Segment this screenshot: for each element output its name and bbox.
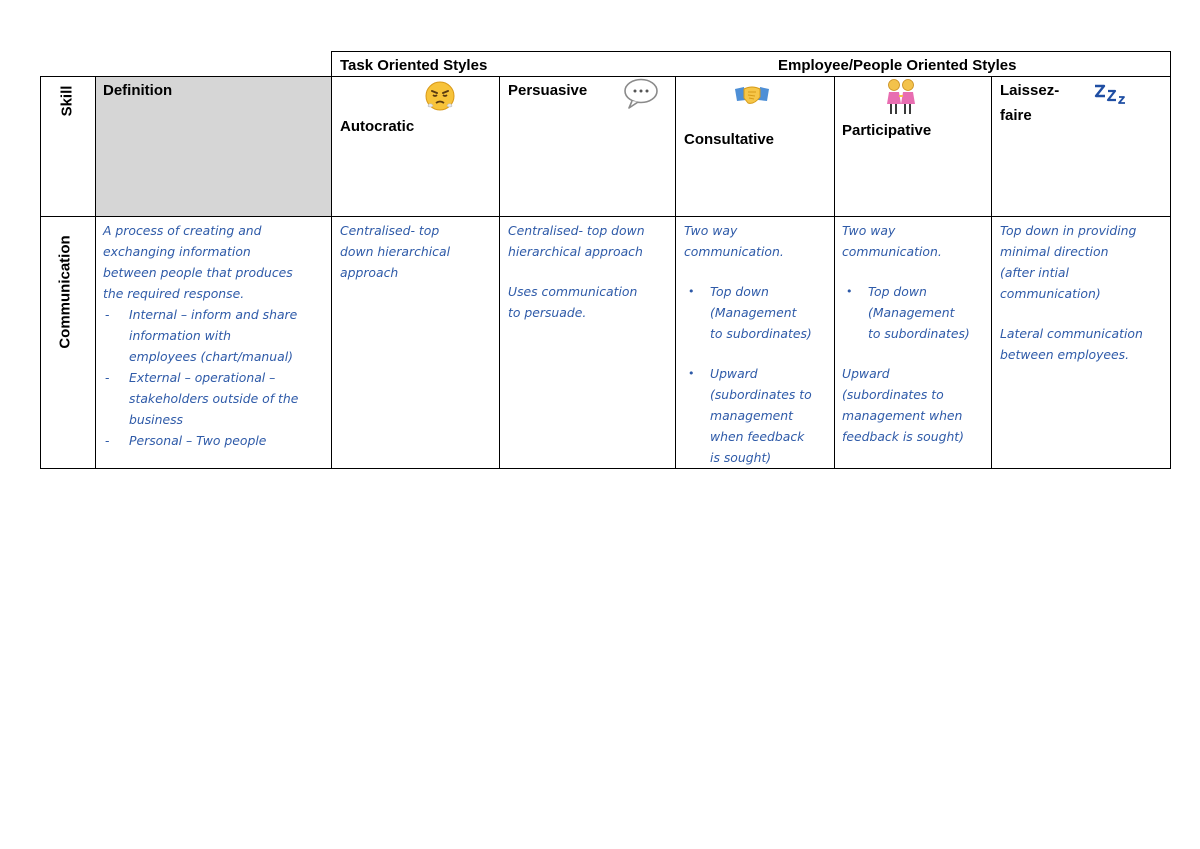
consultative-header: Consultative [684, 131, 775, 148]
list-item: - Internal – inform and share information with employees (chart/manual) [105, 307, 298, 364]
definition-header: Definition [103, 82, 173, 99]
autocratic-header: Autocratic [340, 118, 415, 135]
laissez-faire-cell: Top down in providing minimal direction (after intial communication) Lateral communication between employees. [1000, 223, 1143, 362]
list-item: • Top down (Management to subordinates) [846, 284, 970, 341]
people-oriented-header: Employee/People Oriented Styles [778, 57, 1017, 74]
persuasive-header: Persuasive [508, 82, 588, 99]
participative-cell: Two way communication. • Top down (Management to subordinates) Upward (subordinates to management when feedback is sought) [842, 220, 990, 447]
definition-text: A process of creating and exchanging information between people that produces the required response. [103, 223, 293, 301]
skill-header: Skill [58, 85, 76, 117]
list-item: • Top down (Management to subordinates) [688, 284, 812, 341]
participative-header: Participative [842, 122, 932, 139]
task-oriented-header: Task Oriented Styles [340, 57, 488, 74]
speech-bubble-icon [622, 77, 660, 109]
sleep-zzz-icon [1093, 83, 1129, 107]
laissez-faire-header-line2: faire [1000, 107, 1032, 124]
skill-communication-label: Communication [56, 235, 74, 349]
consultative-cell: Two way communication. • Top down (Management to subordinates) • Upward (subordinates to management when feedback is sought) [684, 220, 832, 468]
steam-face-icon [424, 80, 456, 112]
list-item: • Upward (subordinates to management when feedback is sought) [688, 366, 812, 465]
laissez-faire-header-line1: Laissez- [1000, 82, 1060, 99]
list-item: - Personal – Two people [105, 433, 267, 448]
persuasive-cell: Centralised- top down hierarchical approach Uses communication to persuade. [508, 223, 645, 320]
autocratic-cell: Centralised- top down hierarchical approach [340, 223, 451, 280]
two-people-icon [884, 78, 918, 116]
definition-cell [103, 220, 329, 451]
handshake-icon [734, 83, 770, 107]
list-item: - External – operational – stakeholders outside of the business [105, 370, 299, 427]
